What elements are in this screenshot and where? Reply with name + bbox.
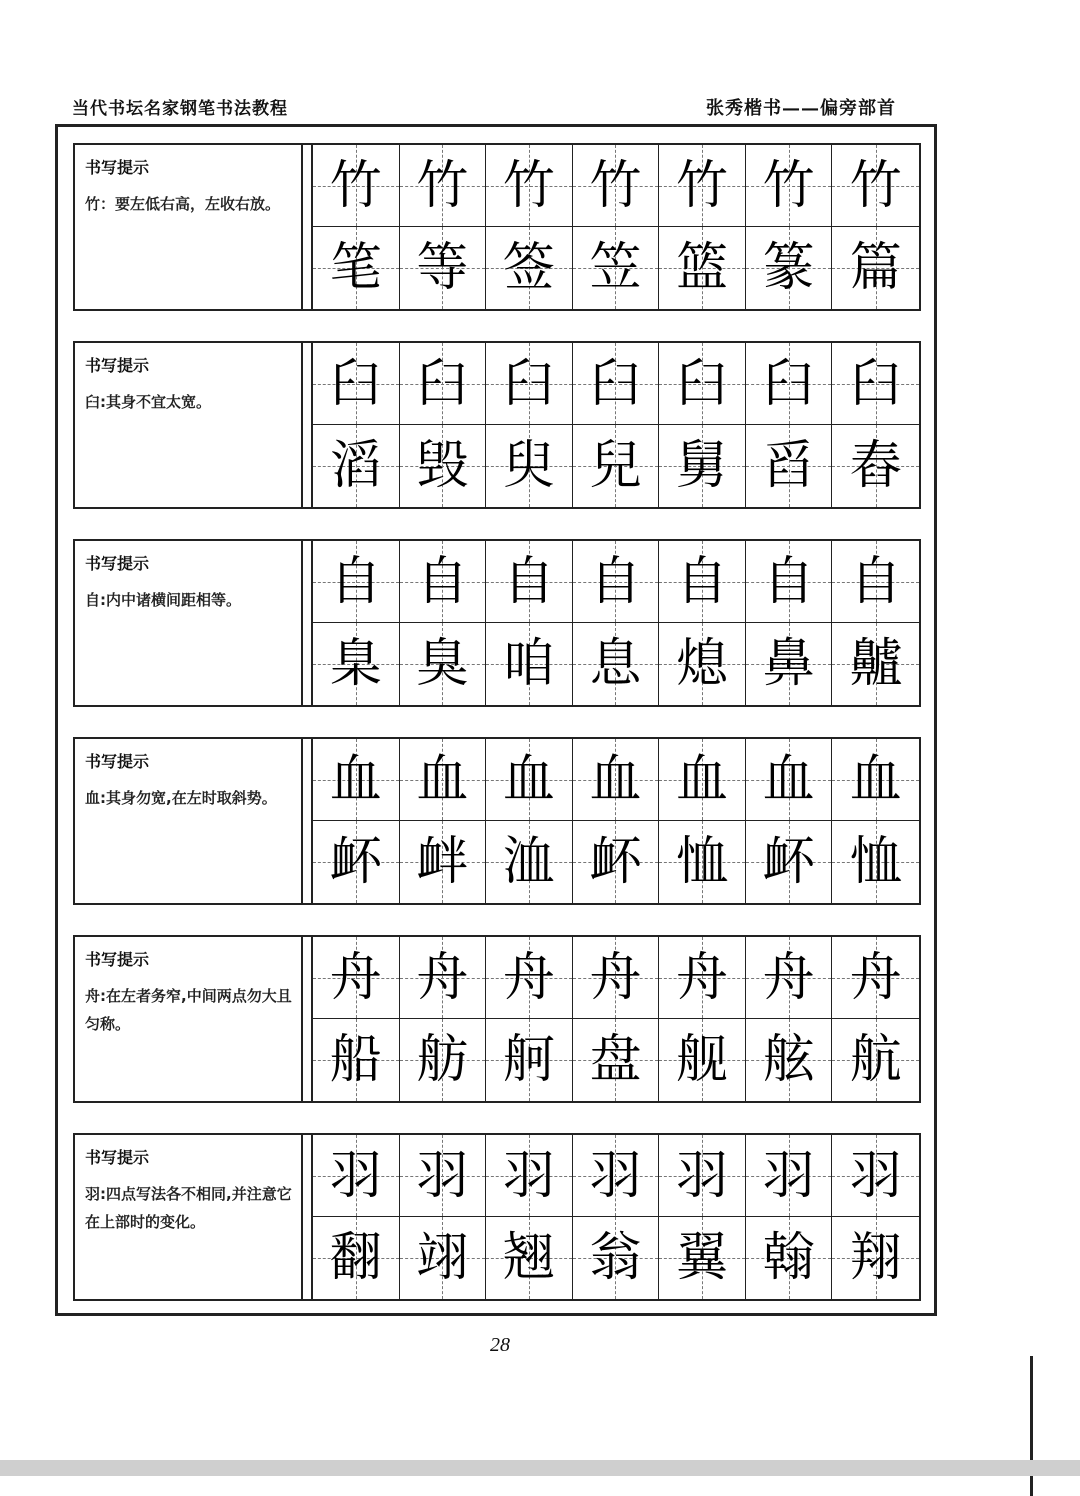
practice-section — [73, 737, 921, 905]
radical-character: 血 — [502, 749, 555, 810]
example-character: 翼 — [676, 1228, 729, 1288]
page-number: 28 — [490, 1334, 510, 1356]
example-cell — [313, 425, 400, 507]
radical-cell — [659, 145, 746, 227]
example-cell — [573, 1217, 660, 1299]
tip-text: 血:其身勿宽,在左时取斜势。 — [85, 789, 277, 807]
example-character: 臭 — [416, 634, 469, 694]
radical-character: 血 — [329, 749, 382, 810]
radical-character: 臼 — [589, 353, 642, 414]
radical-cell — [400, 739, 487, 821]
example-character: 衅 — [416, 832, 469, 892]
radical-cell — [400, 145, 487, 227]
example-cell — [313, 821, 400, 903]
example-cell — [659, 821, 746, 903]
example-character: 翘 — [502, 1228, 555, 1288]
radical-cell — [486, 937, 573, 1019]
example-character: 齇 — [849, 634, 902, 694]
radical-character: 舟 — [329, 947, 382, 1008]
tip-text: 竹：要左低右高，左收右放。 — [85, 195, 281, 213]
example-character: 兒 — [589, 436, 642, 496]
radical-cell — [400, 541, 487, 623]
radical-character: 舟 — [762, 947, 815, 1008]
example-cell — [832, 1217, 919, 1299]
practice-section — [73, 143, 921, 311]
radical-cell — [659, 1135, 746, 1217]
example-character: 等 — [416, 238, 469, 298]
radical-cell — [746, 145, 833, 227]
radical-character: 竹 — [762, 155, 815, 216]
tip-box — [75, 1135, 303, 1299]
example-cell — [659, 623, 746, 705]
example-character: 臾 — [502, 436, 555, 496]
example-character: 舰 — [676, 1030, 729, 1090]
radical-cell — [313, 343, 400, 425]
example-cell — [573, 821, 660, 903]
example-character: 签 — [502, 238, 555, 298]
radical-cell — [832, 739, 919, 821]
example-cell — [486, 425, 573, 507]
radical-character: 羽 — [849, 1145, 902, 1206]
example-cell — [746, 425, 833, 507]
radical-cell — [832, 541, 919, 623]
example-cell — [400, 1217, 487, 1299]
radical-cell — [573, 541, 660, 623]
example-character: 盘 — [589, 1030, 642, 1090]
radical-cell — [746, 1135, 833, 1217]
example-character: 熄 — [676, 634, 729, 694]
tip-text: 羽:四点写法各不相同,并注意它在上部时的变化。 — [85, 1185, 292, 1231]
example-character: 滔 — [329, 436, 382, 496]
radical-character: 自 — [329, 551, 382, 612]
character-grid — [311, 1135, 919, 1299]
tip-title: 书写提示 — [85, 950, 150, 969]
radical-cell — [746, 343, 833, 425]
radical-character: 舟 — [849, 947, 902, 1008]
example-cell — [659, 1019, 746, 1101]
example-character: 篆 — [762, 238, 815, 298]
radical-character: 羽 — [416, 1145, 469, 1206]
radical-character: 舟 — [502, 947, 555, 1008]
radical-cell — [486, 343, 573, 425]
radical-character: 自 — [416, 551, 469, 612]
radical-cell — [486, 739, 573, 821]
example-character: 舫 — [416, 1030, 469, 1090]
example-character: 航 — [849, 1030, 902, 1090]
radical-cell — [832, 145, 919, 227]
example-character: 鼻 — [762, 634, 815, 694]
radical-character: 羽 — [502, 1145, 555, 1206]
tip-title: 书写提示 — [85, 158, 150, 177]
example-character: 翊 — [416, 1228, 469, 1288]
example-cell — [486, 623, 573, 705]
tip-box — [75, 937, 303, 1101]
practice-section — [73, 341, 921, 509]
radical-character: 竹 — [416, 155, 469, 216]
radical-cell — [486, 1135, 573, 1217]
example-cell — [313, 227, 400, 309]
example-character: 笠 — [589, 238, 642, 298]
character-grid — [311, 145, 919, 309]
radical-cell — [400, 1135, 487, 1217]
example-character: 舅 — [676, 436, 729, 496]
example-character: 衃 — [329, 832, 382, 892]
radical-cell — [313, 739, 400, 821]
radical-character: 臼 — [676, 353, 729, 414]
tip-text: 臼:其身不宜太宽。 — [85, 393, 211, 411]
tip-box — [75, 739, 303, 903]
example-cell — [400, 1019, 487, 1101]
example-character: 咱 — [502, 634, 555, 694]
radical-cell — [832, 1135, 919, 1217]
radical-cell — [573, 145, 660, 227]
example-cell — [573, 227, 660, 309]
example-cell — [573, 425, 660, 507]
example-character: 恤 — [849, 832, 902, 892]
radical-cell — [746, 739, 833, 821]
example-character: 息 — [589, 634, 642, 694]
bottom-bar — [0, 1460, 1080, 1476]
radical-cell — [313, 145, 400, 227]
example-character: 洫 — [502, 832, 555, 892]
example-character: 舀 — [762, 436, 815, 496]
radical-character: 血 — [849, 749, 902, 810]
example-character: 衃 — [589, 832, 642, 892]
radical-cell — [832, 937, 919, 1019]
tip-title: 书写提示 — [85, 356, 150, 375]
radical-cell — [746, 541, 833, 623]
tip-text: 自:内中诸横间距相等。 — [85, 591, 241, 609]
tip-box — [75, 343, 303, 507]
radical-character: 竹 — [502, 155, 555, 216]
example-cell — [313, 1217, 400, 1299]
radical-character: 自 — [589, 551, 642, 612]
example-character: 舂 — [849, 436, 902, 496]
example-cell — [400, 425, 487, 507]
radical-cell — [746, 937, 833, 1019]
practice-section — [73, 935, 921, 1103]
example-cell — [313, 1019, 400, 1101]
radical-character: 羽 — [589, 1145, 642, 1206]
radical-character: 血 — [589, 749, 642, 810]
example-cell — [832, 425, 919, 507]
radical-cell — [659, 937, 746, 1019]
example-cell — [573, 623, 660, 705]
radical-character: 自 — [676, 551, 729, 612]
example-cell — [486, 227, 573, 309]
radical-cell — [573, 343, 660, 425]
radical-cell — [400, 343, 487, 425]
tip-box — [75, 145, 303, 309]
character-grid — [311, 343, 919, 507]
example-character: 翔 — [849, 1228, 902, 1288]
tip-box — [75, 541, 303, 705]
character-grid — [311, 739, 919, 903]
example-cell — [400, 623, 487, 705]
radical-character: 竹 — [589, 155, 642, 216]
radical-cell — [313, 937, 400, 1019]
radical-character: 舟 — [589, 947, 642, 1008]
example-cell — [659, 425, 746, 507]
example-cell — [746, 623, 833, 705]
tip-title: 书写提示 — [85, 1148, 150, 1167]
example-cell — [400, 227, 487, 309]
chapter-title: 张秀楷书——偏旁部首 — [706, 98, 896, 119]
example-character: 舷 — [762, 1030, 815, 1090]
example-character: 篮 — [676, 238, 729, 298]
example-cell — [400, 821, 487, 903]
book-title: 当代书坛名家钢笔书法教程 — [72, 99, 288, 119]
example-character: 舸 — [502, 1030, 555, 1090]
radical-character: 羽 — [329, 1145, 382, 1206]
example-character: 篇 — [849, 238, 902, 298]
radical-cell — [573, 1135, 660, 1217]
character-grid — [311, 541, 919, 705]
example-character: 船 — [329, 1030, 382, 1090]
radical-cell — [486, 145, 573, 227]
radical-cell — [659, 541, 746, 623]
practice-section — [73, 539, 921, 707]
example-character: 翁 — [589, 1228, 642, 1288]
tip-title: 书写提示 — [85, 554, 150, 573]
tip-text: 舟:在左者务窄,中间两点勿大且匀称。 — [85, 987, 292, 1033]
radical-character: 自 — [762, 551, 815, 612]
example-cell — [659, 227, 746, 309]
example-character: 笔 — [329, 238, 382, 298]
radical-character: 舟 — [416, 947, 469, 1008]
example-cell — [832, 227, 919, 309]
radical-cell — [313, 1135, 400, 1217]
character-grid — [311, 937, 919, 1101]
radical-cell — [400, 937, 487, 1019]
radical-character: 臼 — [329, 353, 382, 414]
radical-character: 臼 — [416, 353, 469, 414]
example-character: 翻 — [329, 1228, 382, 1288]
example-cell — [486, 1217, 573, 1299]
radical-cell — [573, 937, 660, 1019]
example-cell — [746, 227, 833, 309]
radical-cell — [486, 541, 573, 623]
practice-section — [73, 1133, 921, 1301]
example-character: 臬 — [329, 634, 382, 694]
radical-character: 臼 — [849, 353, 902, 414]
radical-character: 羽 — [762, 1145, 815, 1206]
radical-cell — [313, 541, 400, 623]
example-cell — [573, 1019, 660, 1101]
example-cell — [746, 1217, 833, 1299]
radical-character: 血 — [416, 749, 469, 810]
radical-character: 自 — [502, 551, 555, 612]
tip-title: 书写提示 — [85, 752, 150, 771]
example-cell — [832, 1019, 919, 1101]
radical-character: 自 — [849, 551, 902, 612]
radical-cell — [659, 739, 746, 821]
radical-cell — [573, 739, 660, 821]
example-cell — [832, 623, 919, 705]
example-character: 毁 — [416, 436, 469, 496]
example-cell — [486, 1019, 573, 1101]
radical-character: 竹 — [676, 155, 729, 216]
example-cell — [659, 1217, 746, 1299]
radical-character: 竹 — [849, 155, 902, 216]
radical-character: 臼 — [502, 353, 555, 414]
example-character: 衃 — [762, 832, 815, 892]
radical-character: 舟 — [676, 947, 729, 1008]
example-cell — [313, 623, 400, 705]
example-character: 恤 — [676, 832, 729, 892]
radical-character: 血 — [676, 749, 729, 810]
radical-character: 臼 — [762, 353, 815, 414]
radical-character: 血 — [762, 749, 815, 810]
example-cell — [832, 821, 919, 903]
radical-cell — [832, 343, 919, 425]
example-character: 翰 — [762, 1228, 815, 1288]
radical-cell — [659, 343, 746, 425]
example-cell — [746, 1019, 833, 1101]
radical-character: 羽 — [676, 1145, 729, 1206]
example-cell — [746, 821, 833, 903]
example-cell — [486, 821, 573, 903]
radical-character: 竹 — [329, 155, 382, 216]
